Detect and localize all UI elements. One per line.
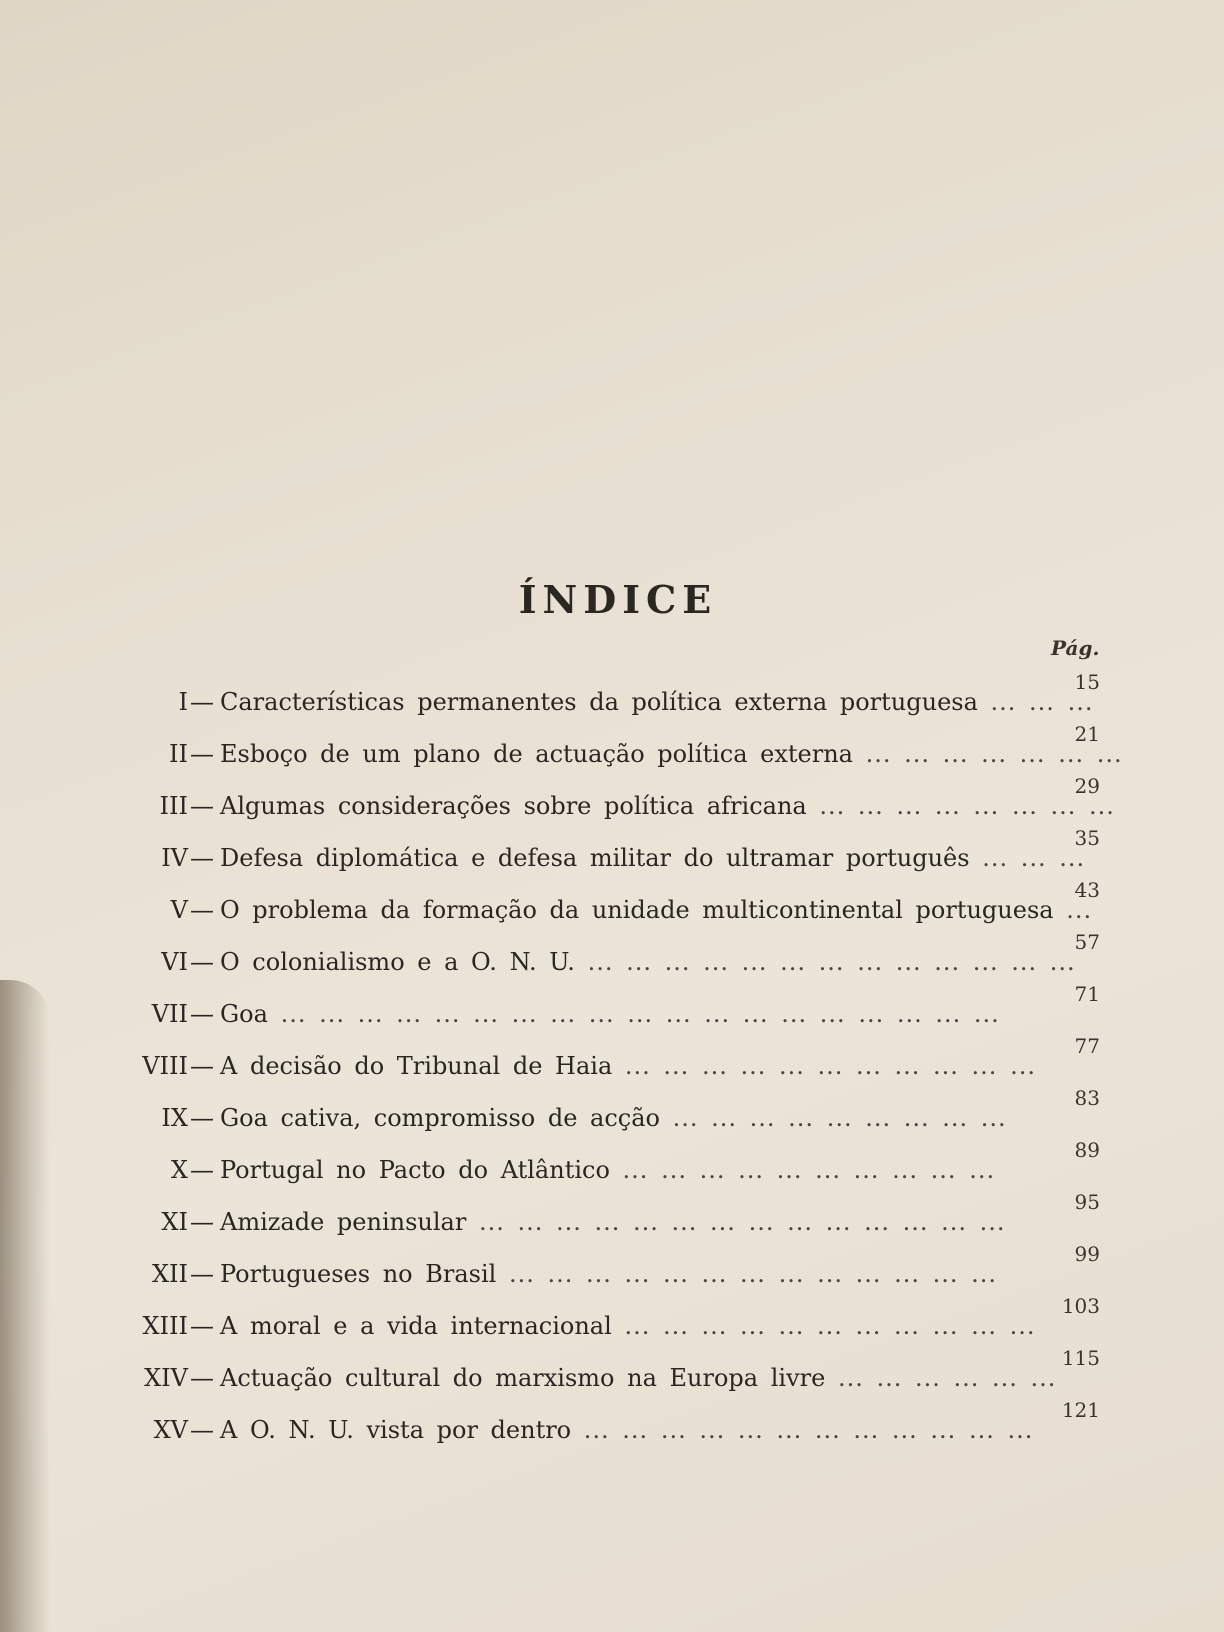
separator-dash: — bbox=[190, 740, 214, 768]
page-number: 95 bbox=[1074, 1190, 1100, 1214]
separator-dash: — bbox=[190, 1052, 214, 1080]
page-number: 21 bbox=[1074, 722, 1100, 746]
chapter-numeral: VII bbox=[151, 1000, 188, 1028]
page-number: 99 bbox=[1074, 1242, 1100, 1266]
toc-entry[interactable] bbox=[0, 930, 1224, 982]
chapter-title: Esboço de um plano de actuação política externa ... ... ... ... ... ... ... bbox=[220, 740, 1123, 768]
separator-dash: — bbox=[190, 948, 214, 976]
toc-entry[interactable] bbox=[0, 878, 1224, 930]
page-number: 115 bbox=[1061, 1346, 1100, 1370]
page-number: 35 bbox=[1074, 826, 1100, 850]
separator-dash: — bbox=[190, 1312, 214, 1340]
table-of-contents bbox=[0, 670, 1224, 1450]
chapter-title: A O. N. U. vista por dentro ... ... ... ... ... ... ... ... ... ... ... ... bbox=[220, 1416, 1034, 1444]
separator-dash: — bbox=[190, 1416, 214, 1444]
chapter-title: Actuação cultural do marxismo na Europa livre ... ... ... ... ... ... bbox=[220, 1364, 1057, 1392]
toc-entry[interactable] bbox=[0, 670, 1224, 722]
chapter-title: O problema da formação da unidade multicontinental portuguesa ... bbox=[220, 896, 1093, 924]
chapter-title: Portugal no Pacto do Atlântico ... ... ... ... ... ... ... ... ... ... bbox=[220, 1156, 996, 1184]
toc-entry[interactable] bbox=[0, 982, 1224, 1034]
chapter-title: Amizade peninsular ... ... ... ... ... ... ... ... ... ... ... ... ... ... bbox=[220, 1208, 1006, 1236]
chapter-title: Goa cativa, compromisso de acção ... ... ... ... ... ... ... ... ... bbox=[220, 1104, 1007, 1132]
chapter-title: Algumas considerações sobre política africana ... ... ... ... ... ... ... ... bbox=[220, 792, 1115, 820]
page-number: 29 bbox=[1074, 774, 1100, 798]
page-title: ÍNDICE bbox=[518, 577, 718, 623]
toc-entry[interactable] bbox=[0, 1294, 1224, 1346]
page-number: 77 bbox=[1074, 1034, 1100, 1058]
chapter-numeral: I bbox=[178, 688, 188, 716]
chapter-numeral: XII bbox=[151, 1260, 188, 1288]
page-number: 83 bbox=[1074, 1086, 1100, 1110]
chapter-numeral: XI bbox=[161, 1208, 188, 1236]
chapter-numeral: III bbox=[159, 792, 188, 820]
chapter-numeral: XV bbox=[153, 1416, 188, 1444]
toc-entry[interactable] bbox=[0, 722, 1224, 774]
chapter-numeral: X bbox=[170, 1156, 188, 1184]
page-number: 89 bbox=[1074, 1138, 1100, 1162]
toc-entry[interactable] bbox=[0, 1086, 1224, 1138]
separator-dash: — bbox=[190, 896, 214, 924]
chapter-title: Goa ... ... ... ... ... ... ... ... ... ... ... ... ... ... ... ... ... ... ... bbox=[220, 1000, 1000, 1028]
page-column-label: Pág. bbox=[1051, 636, 1100, 660]
page-number: 121 bbox=[1061, 1398, 1100, 1422]
chapter-title: Defesa diplomática e defesa militar do ultramar português ... ... ... bbox=[220, 844, 1086, 872]
separator-dash: — bbox=[190, 1104, 214, 1132]
chapter-numeral: IV bbox=[161, 844, 188, 872]
page-number: 71 bbox=[1074, 982, 1100, 1006]
chapter-title: O colonialismo e a O. N. U. ... ... ... ... ... ... ... ... ... ... ... ... ... bbox=[220, 948, 1076, 976]
chapter-numeral: V bbox=[170, 896, 188, 924]
toc-entry[interactable] bbox=[0, 774, 1224, 826]
toc-entry[interactable] bbox=[0, 1138, 1224, 1190]
toc-entry[interactable] bbox=[0, 1398, 1224, 1450]
separator-dash: — bbox=[190, 1260, 214, 1288]
toc-entry[interactable] bbox=[0, 1346, 1224, 1398]
separator-dash: — bbox=[190, 1156, 214, 1184]
separator-dash: — bbox=[190, 844, 214, 872]
separator-dash: — bbox=[190, 688, 214, 716]
chapter-numeral: XIV bbox=[144, 1364, 188, 1392]
toc-entry[interactable] bbox=[0, 1190, 1224, 1242]
separator-dash: — bbox=[190, 1364, 214, 1392]
chapter-numeral: VI bbox=[161, 948, 188, 976]
separator-dash: — bbox=[190, 1000, 214, 1028]
page-number: 15 bbox=[1074, 670, 1100, 694]
chapter-title: A decisão do Tribunal de Haia ... ... ... ... ... ... ... ... ... ... ... bbox=[220, 1052, 1036, 1080]
chapter-title: A moral e a vida internacional ... ... ... ... ... ... ... ... ... ... ... bbox=[220, 1312, 1036, 1340]
toc-entry[interactable] bbox=[0, 1034, 1224, 1086]
toc-entry[interactable] bbox=[0, 1242, 1224, 1294]
chapter-title: Portugueses no Brasil ... ... ... ... ... ... ... ... ... ... ... ... ... bbox=[220, 1260, 998, 1288]
chapter-numeral: VIII bbox=[142, 1052, 188, 1080]
separator-dash: — bbox=[190, 1208, 214, 1236]
page-number: 103 bbox=[1061, 1294, 1100, 1318]
toc-entry[interactable] bbox=[0, 826, 1224, 878]
separator-dash: — bbox=[190, 792, 214, 820]
page-number: 43 bbox=[1074, 878, 1100, 902]
chapter-numeral: IX bbox=[161, 1104, 188, 1132]
chapter-numeral: II bbox=[169, 740, 188, 768]
chapter-title: Características permanentes da política externa portuguesa ... ... ... bbox=[220, 688, 1094, 716]
chapter-numeral: XIII bbox=[142, 1312, 188, 1340]
page-number: 57 bbox=[1074, 930, 1100, 954]
